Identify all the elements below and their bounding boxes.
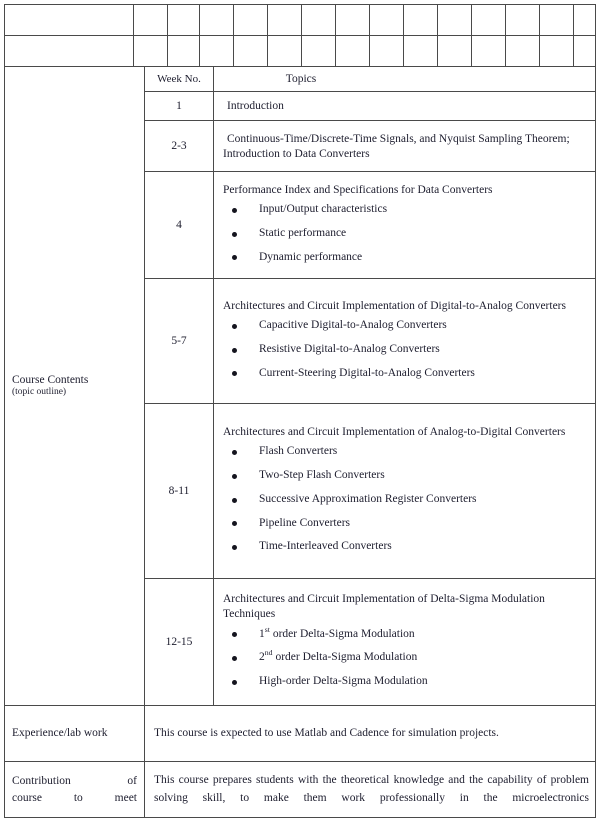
grid-cell	[234, 36, 268, 67]
grid-cell	[200, 36, 234, 67]
grid-cell	[438, 36, 472, 67]
week-topics	[214, 404, 596, 579]
contribution-label-line-2: course to meet	[12, 791, 137, 804]
bullet-icon	[232, 324, 237, 329]
grid-cell	[200, 5, 234, 36]
row-label-course-contents	[5, 67, 145, 706]
list-item-label: Two-Step Flash Converters	[259, 468, 385, 481]
topic-title: Continuous-Time/Discrete-Time Signals, and Nyquist Sampling Theorem; Introduction to Data Converters	[223, 132, 570, 160]
list-item	[223, 338, 589, 362]
course-contents-label: Course Contents	[12, 374, 89, 387]
bullet-icon	[232, 521, 237, 526]
grid-cell	[404, 5, 438, 36]
week-topics	[214, 121, 596, 172]
grid-cell	[168, 36, 200, 67]
grid-cell	[370, 5, 404, 36]
list-item-label: Successive Approximation Register Converters	[259, 492, 477, 505]
list-item	[223, 488, 589, 512]
experience-lab-work-label: Experience/lab work	[12, 727, 108, 740]
list-item-label: 1st order Delta-Sigma Modulation	[259, 624, 415, 640]
top-empty-grid-row	[5, 36, 596, 67]
bullet-icon	[232, 450, 237, 455]
list-item	[223, 222, 589, 246]
list-item-label: Pipeline Converters	[259, 516, 351, 529]
grid-cell	[168, 5, 200, 36]
topic-bullet-list	[223, 623, 589, 694]
topic-bullet-list	[223, 198, 589, 269]
grid-cell	[472, 36, 506, 67]
week-topics	[214, 579, 596, 706]
top-empty-grid-body	[5, 5, 596, 67]
week-topics	[214, 92, 596, 121]
topic-title: Performance Index and Specifications for Data Converters	[223, 183, 493, 196]
bullet-icon	[232, 498, 237, 503]
bullet-icon	[232, 255, 237, 260]
topic-title: Architectures and Circuit Implementation of Digital-to-Analog Converters	[223, 299, 566, 312]
list-item	[223, 314, 589, 338]
bullet-icon	[232, 656, 237, 661]
topic-title: Introduction	[227, 100, 284, 113]
grid-cell	[134, 5, 168, 36]
list-item-label: Input/Output characteristics	[259, 202, 388, 215]
contribution-text: This course prepares students with the theoretical knowledge and the capability of problem solving skill, to make them work professionally in the microelectronics	[154, 774, 589, 804]
list-item-label: Flash Converters	[259, 445, 338, 458]
syllabus-table-body	[5, 67, 596, 818]
column-header-topics-label: Topics	[285, 73, 317, 85]
table-row-contribution	[5, 762, 596, 818]
bullet-icon	[232, 348, 237, 353]
column-header-topics	[214, 67, 596, 92]
week-number: 1	[145, 92, 214, 121]
grid-cell	[302, 36, 336, 67]
bullet-icon	[232, 680, 237, 685]
bullet-icon	[232, 208, 237, 213]
list-item	[223, 362, 589, 386]
list-item	[223, 440, 589, 464]
bullet-icon	[232, 632, 237, 637]
grid-cell	[134, 36, 168, 67]
grid-cell	[404, 36, 438, 67]
topic-bullet-list	[223, 440, 589, 559]
grid-cell	[574, 5, 596, 36]
list-item-label: Current-Steering Digital-to-Analog Converters	[259, 366, 475, 379]
row-label-experience-lab-work	[5, 706, 145, 762]
table-row-header	[5, 67, 596, 92]
week-number: 8-11	[145, 404, 214, 579]
grid-cell	[336, 5, 370, 36]
bullet-icon	[232, 371, 237, 376]
grid-cell	[540, 36, 574, 67]
column-header-week: Week No.	[145, 67, 214, 92]
row-label-contribution	[5, 762, 145, 818]
week-topics	[214, 172, 596, 279]
grid-cell	[268, 36, 302, 67]
list-item-label: High-order Delta-Sigma Modulation	[259, 675, 428, 688]
grid-cell	[540, 5, 574, 36]
list-item	[223, 646, 589, 670]
week-number: 2-3	[145, 121, 214, 172]
topic-title: Architectures and Circuit Implementation of Analog-to-Digital Converters	[223, 425, 566, 438]
list-item	[223, 198, 589, 222]
topic-title: Architectures and Circuit Implementation of Delta-Sigma Modulation Techniques	[223, 593, 545, 621]
list-item-label: Time-Interleaved Converters	[259, 540, 392, 553]
grid-cell	[370, 36, 404, 67]
week-number: 12-15	[145, 579, 214, 706]
syllabus-table	[4, 66, 596, 818]
grid-cell	[438, 5, 472, 36]
grid-cell	[234, 5, 268, 36]
grid-cell	[302, 5, 336, 36]
experience-lab-work-content	[145, 706, 596, 762]
list-item	[223, 512, 589, 536]
grid-cell	[336, 36, 370, 67]
contribution-content	[145, 762, 596, 818]
list-item-label: 2nd order Delta-Sigma Modulation	[259, 648, 418, 664]
bullet-icon	[232, 474, 237, 479]
top-empty-grid-row	[5, 5, 596, 36]
list-item	[223, 464, 589, 488]
week-number: 5-7	[145, 279, 214, 404]
top-empty-grid	[4, 4, 596, 67]
grid-cell	[472, 5, 506, 36]
grid-cell	[506, 36, 540, 67]
bullet-icon	[232, 232, 237, 237]
list-item-label: Resistive Digital-to-Analog Converters	[259, 342, 440, 355]
week-number: 4	[145, 172, 214, 279]
list-item	[223, 246, 589, 270]
grid-cell	[268, 5, 302, 36]
list-item-label: Dynamic performance	[259, 250, 363, 263]
list-item	[223, 535, 589, 559]
bullet-icon	[232, 545, 237, 550]
week-topics	[214, 279, 596, 404]
course-contents-sublabel: (topic outline)	[12, 387, 67, 398]
list-item-label: Capacitive Digital-to-Analog Converters	[259, 318, 447, 331]
table-row-experience-lab-work	[5, 706, 596, 762]
topic-bullet-list	[223, 314, 589, 385]
grid-cell	[5, 5, 134, 36]
grid-cell	[574, 36, 596, 67]
list-item	[223, 670, 589, 694]
experience-lab-work-text: This course is expected to use Matlab and Cadence for simulation projects.	[154, 726, 499, 739]
grid-cell	[5, 36, 134, 67]
grid-cell	[506, 5, 540, 36]
list-item	[223, 623, 589, 647]
list-item-label: Static performance	[259, 226, 347, 239]
contribution-label-line-1: Contribution of	[12, 774, 137, 787]
